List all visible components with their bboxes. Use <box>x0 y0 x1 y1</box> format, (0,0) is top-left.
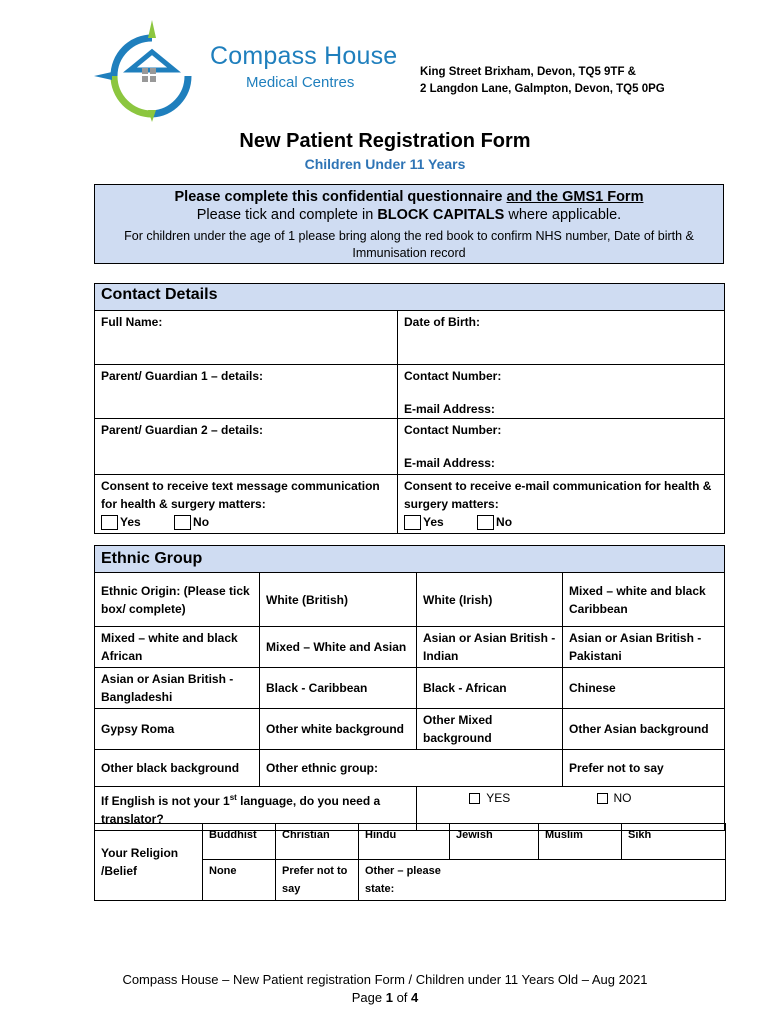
ethnic-option[interactable]: Other black background <box>95 750 260 787</box>
guardian-1-contact[interactable] <box>398 365 725 419</box>
religion-table <box>94 823 726 901</box>
ethnic-option[interactable]: Prefer not to say <box>563 750 725 787</box>
instructions-text: Please tick and complete in <box>196 207 378 223</box>
ethnic-option[interactable]: Other white background <box>260 709 417 750</box>
consent-email-yes-checkbox[interactable] <box>404 515 421 530</box>
org-subtitle: Medical Centres <box>246 74 355 91</box>
ethnic-option[interactable]: Mixed – White and Asian <box>260 627 417 668</box>
no-label: No <box>193 515 210 529</box>
block-capitals-text: BLOCK CAPITALS <box>377 207 505 223</box>
religion-option[interactable]: Jewish <box>450 824 539 860</box>
ethnic-group-heading: Ethnic Group <box>95 546 725 573</box>
consent-email-cell <box>398 475 725 534</box>
consent-text-no-checkbox[interactable] <box>174 515 191 530</box>
no-label: No <box>496 515 513 529</box>
no-label: NO <box>613 791 632 805</box>
ethnic-option[interactable]: Black - Caribbean <box>260 668 417 709</box>
yes-label: Yes <box>423 515 444 529</box>
translator-text: language, do you need a translator? <box>101 794 381 826</box>
page-current: 1 <box>385 990 393 1005</box>
instructions-text: Please complete this confidential questionnaire <box>174 189 507 205</box>
instructions-text: where applicable. <box>504 207 622 223</box>
instructions-line-2 <box>95 207 723 223</box>
contact-number-label: Contact Number: <box>404 369 502 383</box>
compass-logo-icon <box>92 18 210 122</box>
gms1-form-text: and the GMS1 Form <box>506 189 644 205</box>
ethnic-option[interactable]: White (British) <box>260 573 417 627</box>
consent-text-cell <box>95 475 398 534</box>
ethnic-option[interactable]: Other Asian background <box>563 709 725 750</box>
religion-option[interactable]: None <box>203 860 276 901</box>
guardian-2-contact[interactable] <box>398 419 725 475</box>
religion-option[interactable]: Sikh <box>622 824 726 860</box>
ethnic-option[interactable]: Chinese <box>563 668 725 709</box>
consent-text-yes-checkbox[interactable] <box>101 515 118 530</box>
footer-text: Compass House – New Patient registration Form / Children under 11 Years Old – Aug 2021 <box>122 972 648 987</box>
ethnic-option[interactable]: Asian or Asian British - Pakistani <box>563 627 725 668</box>
email-label: E-mail Address: <box>404 402 495 416</box>
religion-other-label: Other – please state: <box>365 865 441 895</box>
translator-yes-checkbox[interactable] <box>469 793 480 804</box>
contact-details-heading: Contact Details <box>95 284 725 311</box>
instructions-line-1 <box>95 189 723 205</box>
religion-label: Your Religion /Belief <box>95 824 203 901</box>
consent-email-options <box>404 513 718 531</box>
contact-details-table <box>94 283 725 534</box>
page-number <box>0 990 770 1005</box>
guardian-1-field[interactable]: Parent/ Guardian 1 – details: <box>95 365 398 419</box>
email-label: E-mail Address: <box>404 456 495 470</box>
form-subtitle: Children Under 11 Years <box>304 156 466 172</box>
religion-other-field[interactable] <box>359 860 726 901</box>
contact-number-label: Contact Number: <box>404 423 502 437</box>
consent-text-options <box>101 513 391 531</box>
religion-option[interactable]: Muslim <box>539 824 622 860</box>
ethnic-option[interactable]: Gypsy Roma <box>95 709 260 750</box>
translator-text: If English is not your 1 <box>101 794 230 808</box>
ethnic-option[interactable]: Other Mixed background <box>417 709 563 750</box>
ethnic-group-table <box>94 545 725 831</box>
address-line-2: 2 Langdon Lane, Galmpton, Devon, TQ5 0PG <box>420 83 665 95</box>
date-of-birth-field[interactable]: Date of Birth: <box>398 311 725 365</box>
ethnic-option[interactable]: White (Irish) <box>417 573 563 627</box>
page-total: 4 <box>411 990 419 1005</box>
consent-text-label: Consent to receive text message communication for health & surgery matters: <box>101 479 380 511</box>
ethnic-option[interactable]: Asian or Asian British - Indian <box>417 627 563 668</box>
address-line-1: King Street Brixham, Devon, TQ5 9TF & <box>420 66 636 78</box>
religion-option[interactable]: Christian <box>276 824 359 860</box>
ethnic-option[interactable]: Mixed – white and black Caribbean <box>563 573 725 627</box>
religion-option[interactable]: Prefer not to say <box>276 860 359 901</box>
consent-email-label: Consent to receive e-mail communication for health & surgery matters: <box>404 479 712 511</box>
religion-option[interactable]: Hindu <box>359 824 450 860</box>
religion-option[interactable]: Buddhist <box>203 824 276 860</box>
ethnic-option[interactable]: Mixed – white and black African <box>95 627 260 668</box>
guardian-2-field[interactable]: Parent/ Guardian 2 – details: <box>95 419 398 475</box>
consent-email-no-checkbox[interactable] <box>477 515 494 530</box>
yes-label: Yes <box>120 515 141 529</box>
page-label: Page <box>351 990 386 1005</box>
instructions-line-3: For children under the age of 1 please bring along the red book to confirm NHS number, Date of birth & Immunisation record <box>124 229 694 260</box>
form-title: New Patient Registration Form <box>239 130 531 152</box>
translator-no-checkbox[interactable] <box>597 793 608 804</box>
page-of: of <box>392 990 412 1005</box>
full-name-field[interactable]: Full Name: <box>95 311 398 365</box>
ethnic-option[interactable]: Asian or Asian British - Bangladeshi <box>95 668 260 709</box>
ethnic-option[interactable]: Black - African <box>417 668 563 709</box>
ethnic-origin-label: Ethnic Origin: (Please tick box/ complete) <box>95 573 260 627</box>
yes-label: YES <box>486 791 511 805</box>
org-name: Compass House <box>210 42 398 70</box>
other-ethnic-group-field[interactable]: Other ethnic group: <box>260 750 563 787</box>
translator-superscript: st <box>229 793 237 802</box>
instructions-box <box>94 184 724 264</box>
